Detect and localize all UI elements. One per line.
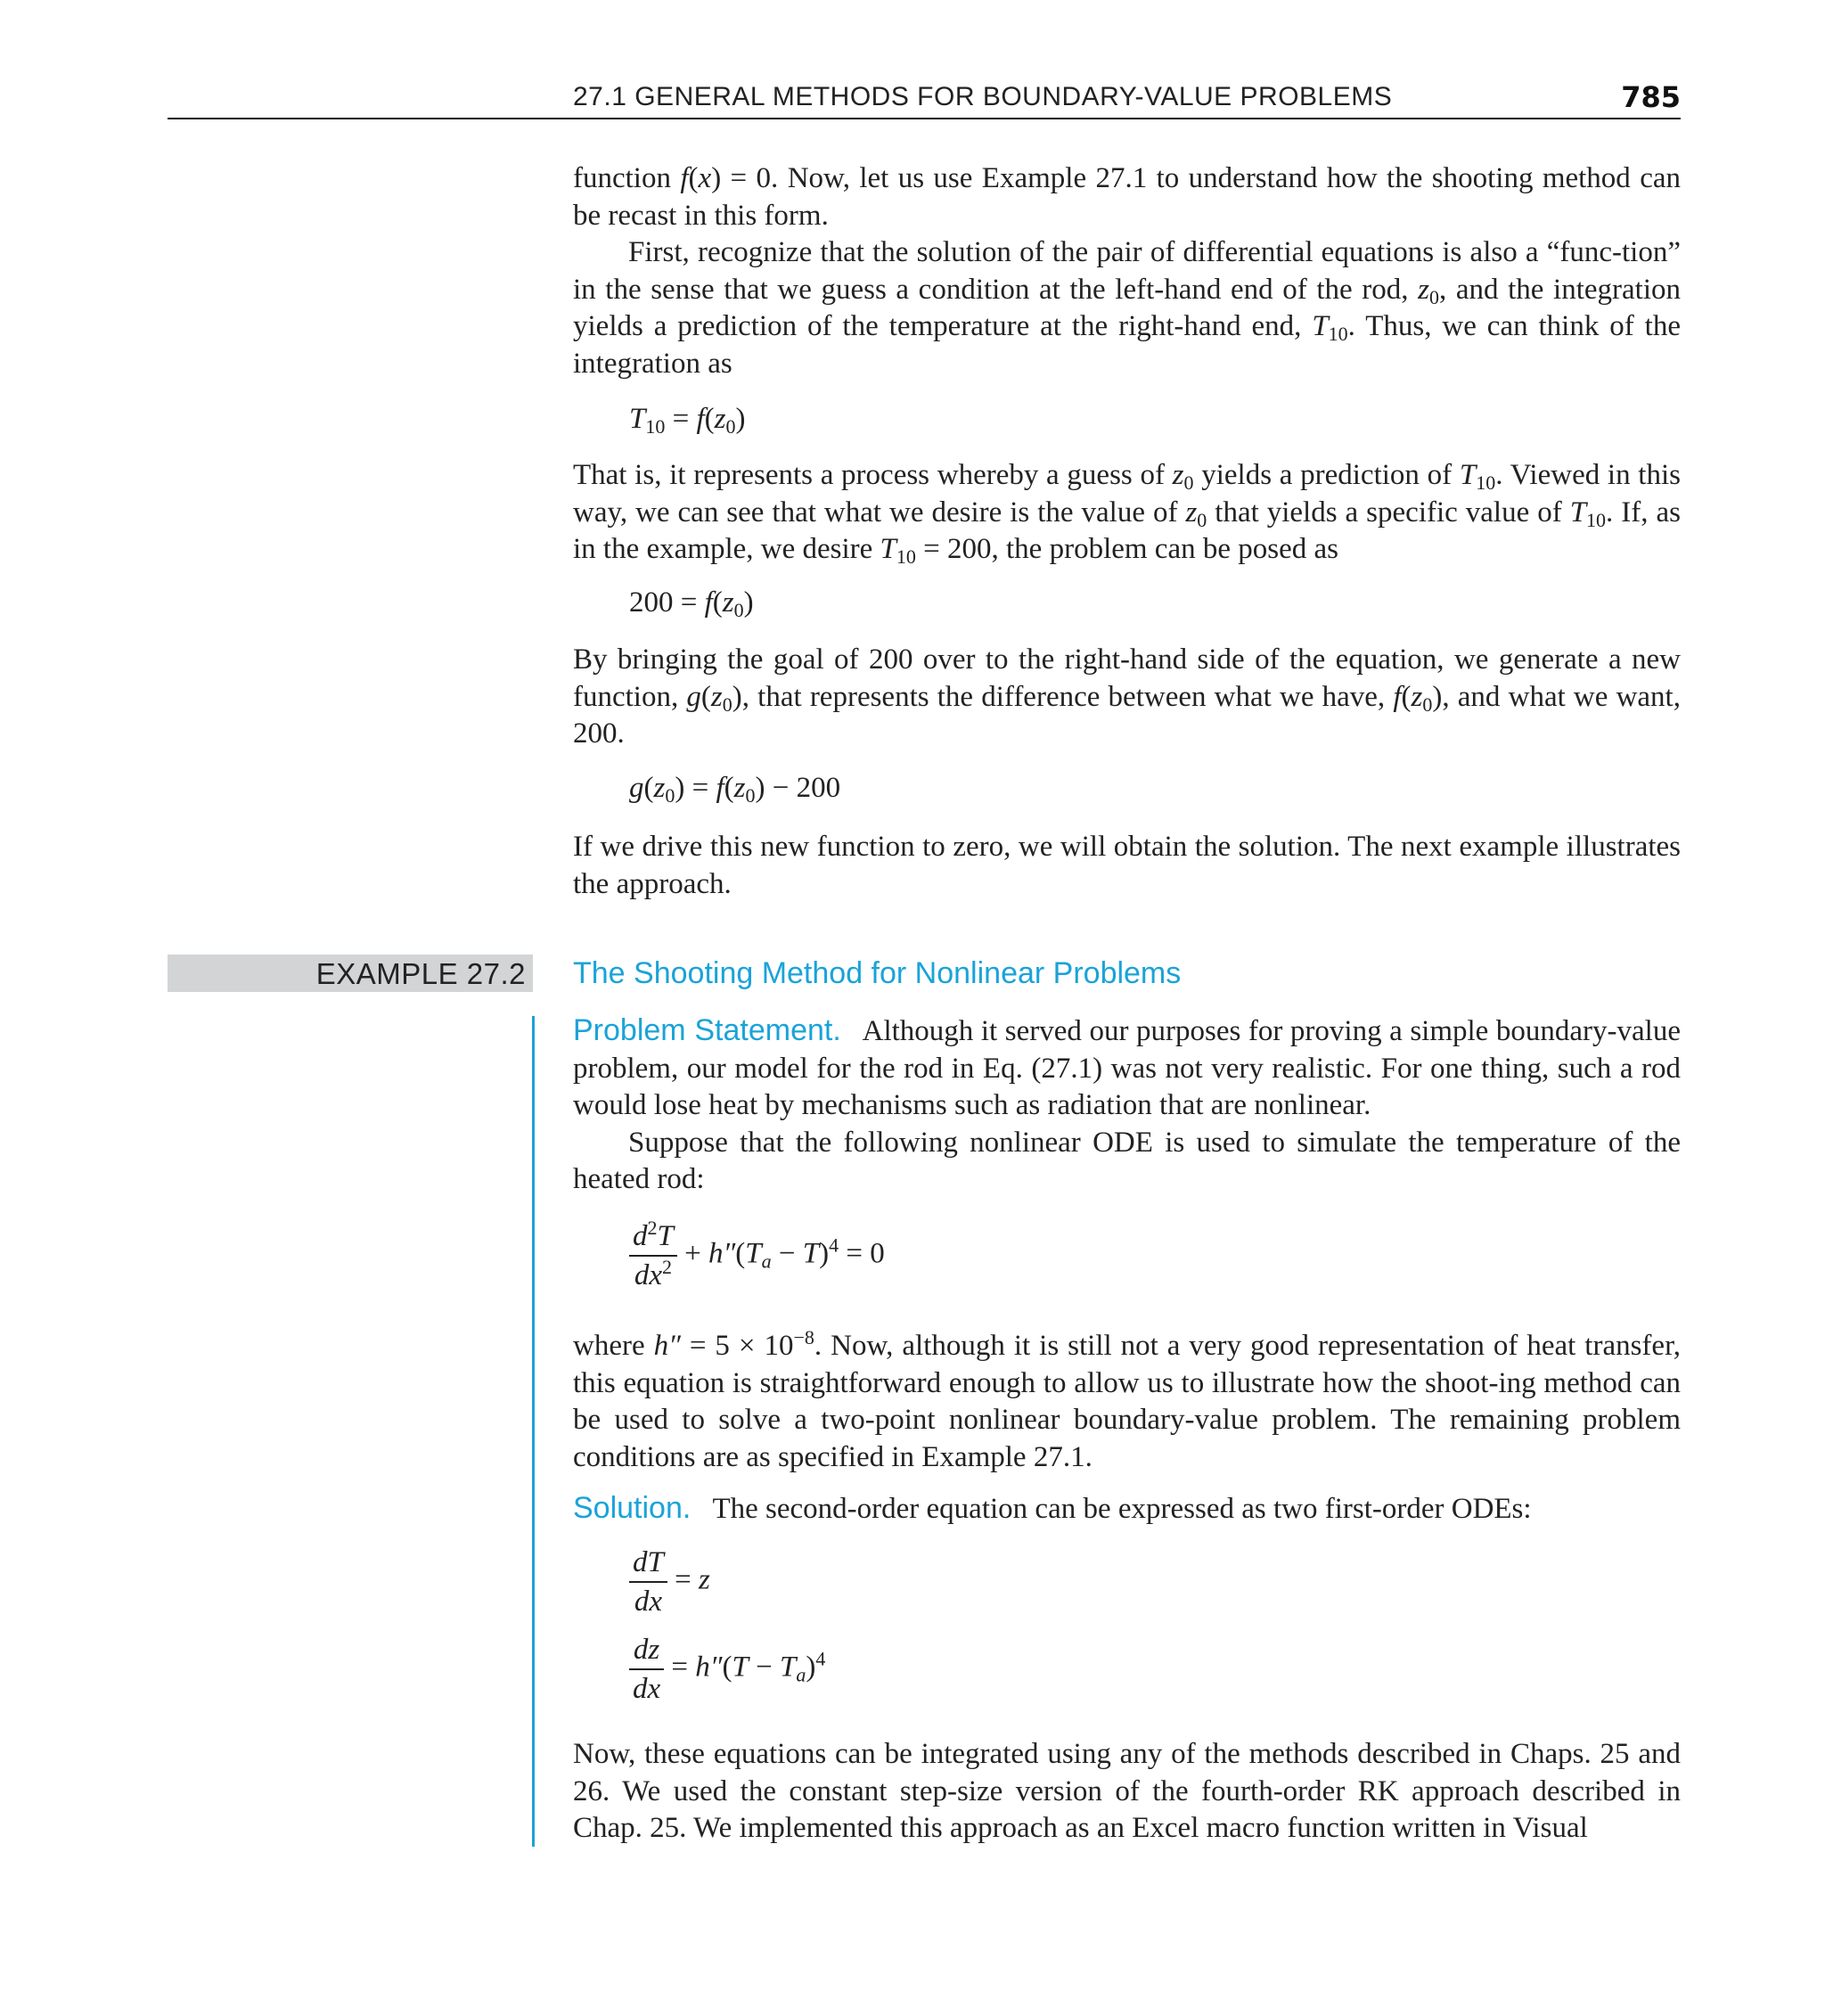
example-label: EXAMPLE 27.2	[315, 957, 526, 990]
equation-200: $200 = f(z_0)$	[629, 586, 754, 621]
example-side-rule	[532, 1016, 535, 1847]
equation-g: $g(z_0) = f(z_0) - 200$	[629, 772, 841, 807]
solution-paragraph: Solution. The second-order equation can be expressed as two first-order ODEs:	[573, 1491, 1532, 1525]
equation-dzdx: $\frac{dz}{dx}$ = $h''(T - T_a)^4$	[629, 1635, 825, 1704]
equation-dTdx: $\frac{dT}{dx}$ = z	[629, 1547, 710, 1617]
paragraph-intro: function f(x) = 0. Now, let us use Example 27.1 to understand how the shooting method can be recast in this form.	[573, 162, 1681, 232]
equation-nonlinear-ode: $\frac{d^2T}{dx^2}$ + $h''(T_a - T)^4 = 0$	[629, 1221, 885, 1291]
running-header	[168, 82, 1681, 119]
example-label-bar	[168, 955, 533, 992]
problem-statement: Problem Statement. Although it served our purposes for proving a simple boundary-value problem, our model for the rod in Eq. (27.1) was not very realistic. For one thing, such a rod would lose heat by mechanisms such as radiation that are nonlinear. Suppose that the following nonlinear ODE is used to simulate the temperature of the heated rod:	[573, 1013, 1681, 1195]
paragraph-recognize: First, recognize that the solution of the pair of differential equations is also a “func-tion” in the sense that we guess a condition at the left-hand end of the rod, $z_0$, and the integration yields a prediction of the temperature at the right-hand end, $T_{10}$. Thus, we can think of the integration as	[573, 236, 1681, 380]
paragraph-final: Now, these equations can be integrated using any of the methods described in Chaps. 25 and 26. We used the constant step-size version of the fourth-order RK approach described in Chap. 25. We implemented this approach as an Excel macro function written in Visual	[573, 1738, 1681, 1844]
running-header-title: 27.1 GENERAL METHODS FOR BOUNDARY-VALUE PROBLEMS	[573, 82, 1393, 111]
page-number: 785	[1621, 80, 1681, 114]
solution-heading: Solution.	[573, 1491, 692, 1525]
paragraph-drive: If we drive this new function to zero, we will obtain the solution. The next example illustrates the approach.	[573, 831, 1681, 900]
paragraph-where: where $h'' = 5 \times 10^{-8}$. Now, although it is still not a very good representation of heat transfer, this equation is straightforward enough to allow us to illustrate how the shoot-ing method can be used to solve a two-point nonlinear boundary-value problem. The remaining problem conditions are as specified in Example 27.1.	[573, 1326, 1681, 1473]
equation-t10: $T_{10} = f(z_0)$	[629, 403, 746, 438]
example-title: The Shooting Method for Nonlinear Problems	[573, 956, 1182, 990]
problem-statement-heading: Problem Statement.	[573, 1013, 841, 1047]
paragraph-bringing: By bringing the goal of 200 over to the right-hand side of the equation, we generate a new function, $g(z_0)$, that represents the difference between what we have, $f(z_0)$, and what we want, 200.	[573, 643, 1681, 750]
paragraph-process: That is, it represents a process whereby a guess of $z_0$ yields a prediction of $T_{10}$. Viewed in this way, we can see that what we desire is the value of $z_0$ that yields a specific value of $T_{10}$. If, as in the example, we desire $T_{10} = 200$, the problem can be posed as	[573, 459, 1681, 568]
